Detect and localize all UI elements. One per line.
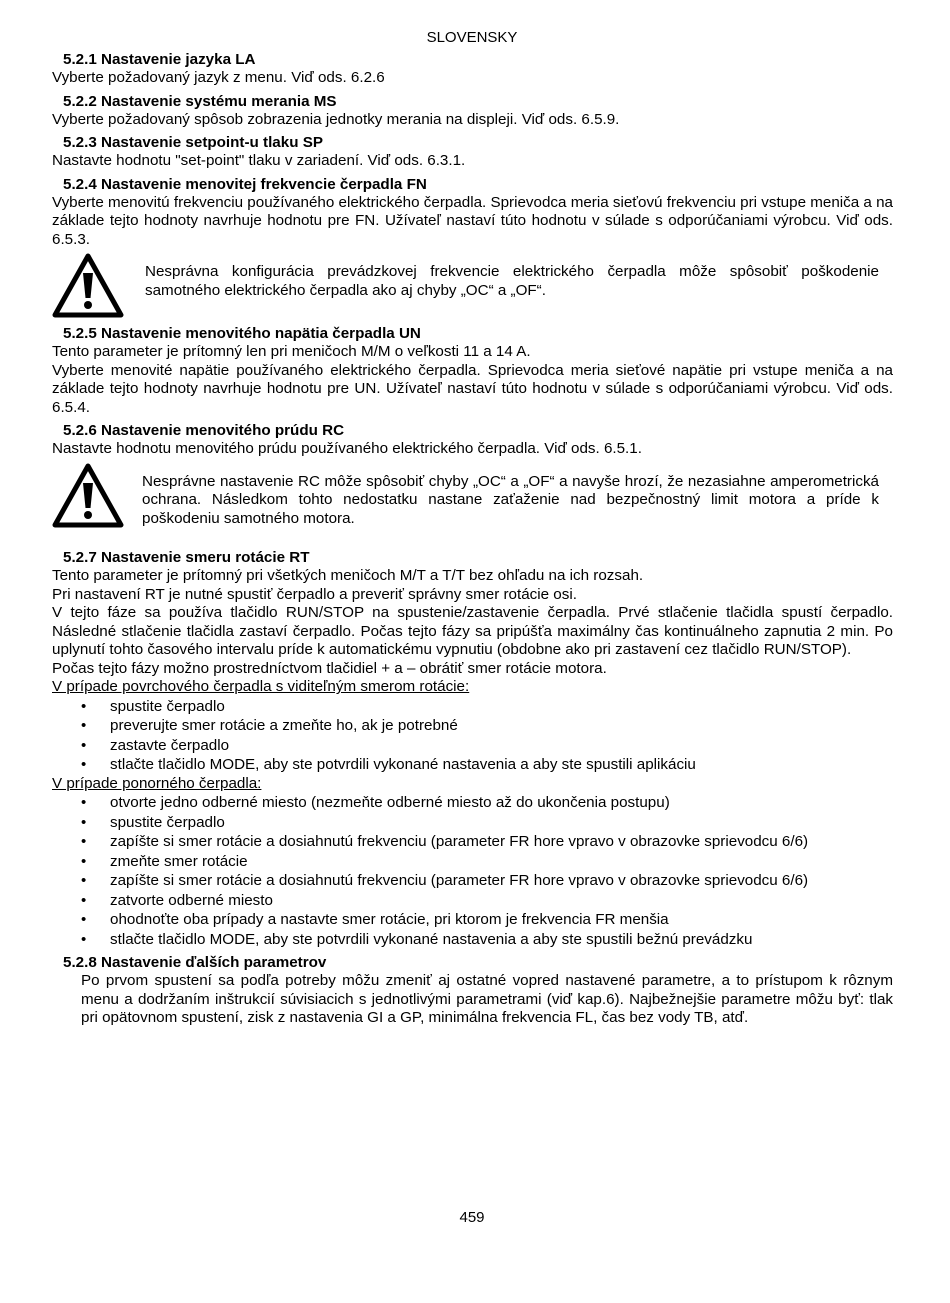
list-item: • stlačte tlačidlo MODE, aby ste potvrdili vykonané nastavenia a aby ste spustili aplikáciu: [52, 755, 893, 775]
warning-text: Nesprávne nastavenie RC môže spôsobiť chyby „OC“ a „OF“ a navyše hrozí, že nezasiahne amperometrická ochrana. Následkom tohto nedostatku nastane zaťaženie nad bezpečnostný limit motora a príde k poškodeniu samotného motora.: [142, 472, 879, 527]
section-heading: 5.2.1 Nastavenie jazyka LA: [63, 51, 256, 68]
warning-box: [52, 465, 893, 544]
paragraph: Nastavte hodnotu menovitého prúdu používaného elektrického čerpadla. Viď ods. 6.5.1.: [52, 440, 642, 457]
submersible-pump-steps: [52, 793, 893, 949]
list-item: • stlačte tlačidlo MODE, aby ste potvrdili vykonané nastavenia a aby ste spustili bežnú prevádzku: [52, 930, 893, 950]
list-item: • ohodnoťte oba prípady a nastavte smer rotácie, pri ktorom je frekvencia FR menšia: [52, 910, 893, 930]
list-item: • preverujte smer rotácie a zmeňte ho, ak je potrebné: [52, 716, 893, 736]
paragraph: Po prvom spustení sa podľa potreby môžu zmeniť aj ostatné vopred nastavené parametre, a to prístupom k rôznym menu a dodržaním inštrukcií súvisiacich s jednotlivými parametrami (viď kap.6). Najbežnejšie parametre môžu byť: tlak pri opätovnom spustení, zisk z nastavenia GI a GP, minimálna frekvencia FL, čas bez vody TB, atď.: [81, 972, 893, 1027]
section-heading: 5.2.8 Nastavenie ďalších parametrov: [63, 954, 327, 972]
section-heading: 5.2.2 Nastavenie systému merania MS: [63, 92, 337, 110]
warning-box: [52, 255, 893, 319]
paragraph: Tento parameter je prítomný len pri meničoch M/M o veľkosti 11 a 14 A.: [52, 343, 531, 360]
list-item: • otvorte jedno odberné miesto (nezmeňte odberné miesto až do ukončenia postupu): [52, 793, 893, 813]
surface-pump-steps: [52, 697, 893, 775]
section-5-2-6: [52, 422, 893, 543]
list-item: • spustite čerpadlo: [52, 813, 893, 833]
section-heading: 5.2.7 Nastavenie smeru rotácie RT: [63, 549, 310, 567]
paragraph: Vyberte menovitú frekvenciu používaného elektrického čerpadla. Sprievodca meria sieťovú frekvenciu pri vstupe meniča a na základe tejto hodnoty navrhuje hodnotu pre FN. Užívateľ nastaví túto hodnotu v súlade s odporúčaniami výrobcu. Viď ods. 6.5.3.: [52, 193, 893, 248]
list-item: • zastavte čerpadlo: [52, 736, 893, 756]
paragraph: Nastavte hodnotu "set-point" tlaku v zariadení. Viď ods. 6.3.1.: [52, 152, 466, 169]
paragraph: Vyberte požadovaný spôsob zobrazenia jednotky merania na displeji. Viď ods. 6.5.9.: [52, 110, 620, 128]
document-body: [52, 51, 893, 1028]
section-5-2-3: [52, 134, 893, 171]
section-heading: 5.2.3 Nastavenie setpoint-u tlaku SP: [63, 134, 323, 151]
page-number: 459: [459, 1209, 485, 1226]
paragraph: Vyberte požadovaný jazyk z menu. Viď ods. 6.2.6: [52, 69, 385, 86]
list-item: • zapíšte si smer rotácie a dosiahnutú frekvenciu (parameter FR hore vpravo v obrazovke sprievodcu 6/6): [52, 871, 893, 891]
warning-triangle-icon: [52, 253, 124, 319]
section-heading: 5.2.4 Nastavenie menovitej frekvencie čerpadla FN: [63, 175, 427, 193]
section-5-2-4: [52, 176, 893, 320]
list-item: • zapíšte si smer rotácie a dosiahnutú frekvenciu (parameter FR hore vpravo v obrazovke sprievodcu 6/6): [52, 832, 893, 852]
paragraph: Počas tejto fázy možno prostredníctvom tlačidiel + a – obrátiť smer rotácie motora.: [52, 659, 607, 677]
section-heading: 5.2.6 Nastavenie menovitého prúdu RC: [63, 422, 345, 439]
page-header: SLOVENSKY: [426, 29, 518, 46]
warning-text: Nesprávna konfigurácia prevádzkovej frekvencie elektrického čerpadla môže spôsobiť poškodenie samotného elektrického čerpadla ako aj chyby „OC“ a „OF“.: [145, 263, 879, 299]
section-heading: 5.2.5 Nastavenie menovitého napätia čerpadla UN: [63, 325, 421, 342]
list-item: • spustite čerpadlo: [52, 697, 893, 717]
paragraph: V tejto fáze sa používa tlačidlo RUN/STOP na spustenie/zastavenie čerpadla. Prvé stlačenie tlačidla spustí čerpadlo. Následné stlačenie tlačidla zastaví čerpadlo. Počas tejto fázy sa pripúšťa maximálny čas kontinuálneho zapnutia 2 min. Po uplynutí tohto časového intervalu príde k automatickému vypnutiu (obdobne ako pri zastavení cez tlačidlo RUN/STOP).: [52, 604, 893, 659]
section-5-2-1: [52, 51, 893, 88]
list-item: • zmeňte smer rotácie: [52, 852, 893, 872]
submersible-pump-subtitle: V prípade ponorného čerpadla:: [52, 774, 262, 792]
warning-triangle-icon: [52, 463, 124, 529]
section-5-2-7: [52, 549, 893, 949]
paragraph: Pri nastavení RT je nutné spustiť čerpadlo a preveriť správny smer rotácie osi.: [52, 585, 577, 603]
paragraph: Tento parameter je prítomný pri všetkých meničoch M/T a T/T bez ohľadu na ich rozsah.: [52, 567, 644, 585]
list-item: • zatvorte odberné miesto: [52, 891, 893, 911]
section-5-2-5: [52, 325, 893, 417]
surface-pump-subtitle: V prípade povrchového čerpadla s viditeľným smerom rotácie:: [52, 678, 470, 696]
paragraph: Vyberte menovité napätie používaného elektrického čerpadla. Sprievodca meria sieťové napätie pri vstupe meniča a na základe tejto hodnoty navrhuje hodnotu pre UN. Užívateľ nastaví túto hodnotu v súlade s odporúčaniami výrobcu. Viď ods. 6.5.4.: [52, 361, 893, 416]
section-5-2-8: [52, 954, 893, 1028]
section-5-2-2: [52, 93, 893, 130]
